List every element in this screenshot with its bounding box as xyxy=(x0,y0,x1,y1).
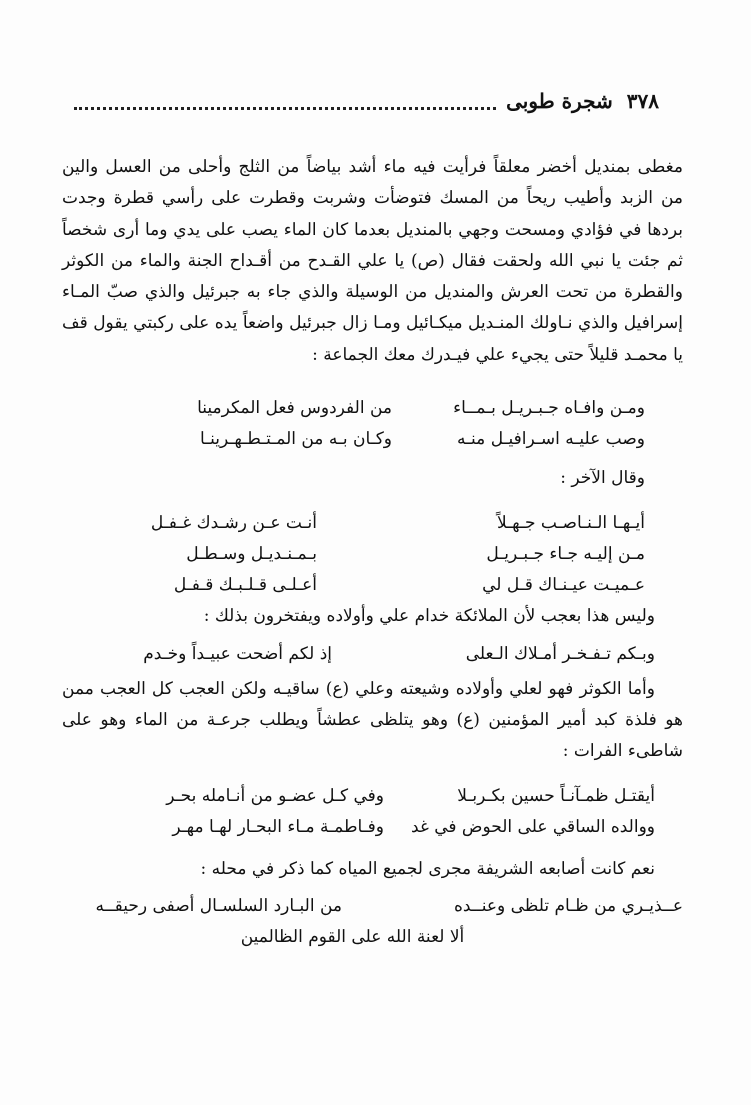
verse-line xyxy=(62,539,683,570)
verse-line xyxy=(62,639,683,670)
verse-second-hemistich: أعـلـى قـلـبـك قـفـل xyxy=(173,575,317,596)
intro-3: وليس هذا بعجب لأن الملائكة خدام علي وأولاده ويفتخرون بذلك : xyxy=(203,606,655,627)
verse-first-hemistich: أيقتـل ظمـآنـاً حسين بكـربـلا xyxy=(457,786,655,807)
poem-2 xyxy=(62,508,683,601)
verse-second-hemistich: وكـان بـه من المـتـطـهـرينـا xyxy=(200,428,392,449)
verse-first-hemistich: عــذيـري من ظـام تلظى وعنــده xyxy=(453,895,683,916)
intro-2: وقال الآخر : xyxy=(560,468,645,489)
verse-first-hemistich: وبـكم تـفـخـر أمـلاك الـعلى xyxy=(465,643,655,664)
verse-second-hemistich: بـمـنـديـل وسـطـل xyxy=(186,544,317,565)
verse-second-hemistich: وفـاطمـة مـاء البحـار لهـا مهـر xyxy=(172,817,384,838)
verse-line xyxy=(62,891,683,922)
verse-line xyxy=(62,393,683,424)
intro-5: نعم كانت أصابعه الشريفة مجرى لجميع المياه كما ذكر في محله : xyxy=(200,858,655,879)
verse-line xyxy=(62,424,683,455)
verse-line xyxy=(62,782,683,813)
running-title: شجرة طوبى xyxy=(506,89,613,113)
verse-first-hemistich: عـميـت عيـنـاك قـل لي xyxy=(482,575,645,596)
page-body xyxy=(62,152,683,953)
verse-line xyxy=(62,570,683,601)
paragraph-1: مغطى بمنديل أخضر معلقاً فرأيت فيه ماء أشد بياضاً من الثلج وأحلى من العسل والين من الزبد وأطيب ريحاً من المسك فتوضأت وشربت وقطرت على رأسي قطرة وجدت بردها في فؤادي ومسحت وجهي بالمنديل بعدما كان الماء يصب على يدي وما أرى شخصاً ثم جئت يا نبي الله ولحقت فقال (ص) يا علي القـدح من أقـداح الجنة والماء من الكوثر والقطرة من تحت العرش والمنديل من الوسيلة والذي جاء به جبرئيل والذي صبّ المـاء إسرافيل والذي نـاولك المنـديل ميكـائيل ومـا زال جبرئيل واضعاً يده على ركبتي يقول قف يا محمـد قليلاً حتى يجيء علي فيـدرك معك الجماعة : xyxy=(62,157,683,365)
verse-first-hemistich: أيـهـا الـنـاصـب جـهـلاً xyxy=(497,513,645,534)
verse-second-hemistich: إذ لكم أضحت عبيـداً وخـدم xyxy=(143,643,332,664)
page-header xyxy=(64,86,659,116)
verse-first-hemistich: وصب عليـه اسـرافيـل منـه xyxy=(456,428,645,449)
page-number: ٣٧٨ xyxy=(626,89,659,113)
verse-second-hemistich: من البـارد السلسـال أصفى رحيقــه xyxy=(95,895,342,916)
verse-first-hemistich: مـن إليـه جـاء جـبـريـل xyxy=(486,544,645,565)
verse-second-hemistich: من الفردوس فعل المكرمينا xyxy=(197,397,392,418)
closing-line: ألا لعنة الله على القوم الظالمين xyxy=(240,926,465,947)
verse-line xyxy=(62,813,683,844)
verse-second-hemistich: وفي كـل عضـو من أنـامله بحـر xyxy=(166,786,384,807)
verse-second-hemistich: أنـت عـن رشـدك غـفـل xyxy=(150,513,317,534)
poem-3 xyxy=(62,639,683,670)
verse-first-hemistich: ومـن وافـاه جـبـريـل بـمــاء xyxy=(453,397,645,418)
header-dot-leader xyxy=(74,93,496,110)
poem-1 xyxy=(62,393,683,455)
poem-5 xyxy=(62,891,683,922)
poem-4 xyxy=(62,782,683,844)
verse-first-hemistich: ووالده الساقي على الحوض في غد xyxy=(411,817,655,838)
verse-line xyxy=(62,508,683,539)
paragraph-2: وأما الكوثر فهو لعلي وأولاده وشيعته وعلي (ع) ساقيـه ولكن العجب كل العجب ممن هو فلذة كبد أمير المؤمنين (ع) وهو يتلظى عطشاً ويطلب جرعـة من الماء وهو على شاطىء الفرات : xyxy=(62,678,683,762)
